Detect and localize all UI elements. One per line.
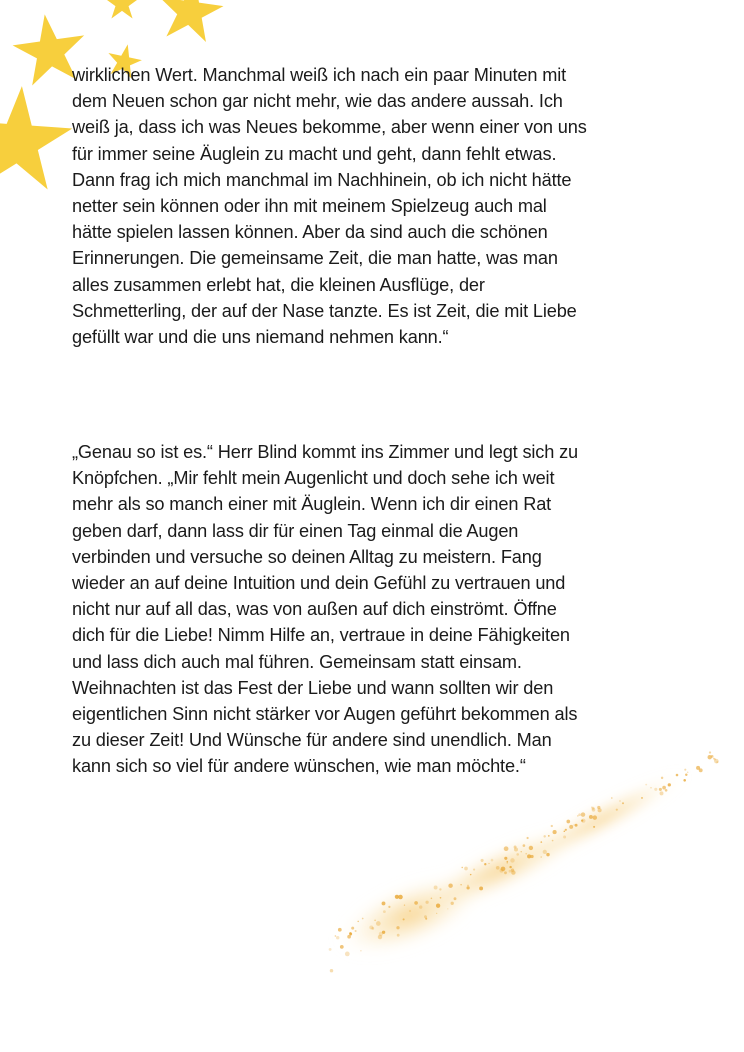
sparkle-dot — [414, 901, 418, 905]
paragraph-1-text — [72, 62, 672, 350]
sparkle-dot — [340, 945, 344, 949]
sparkle-dot — [619, 800, 620, 801]
sparkle-dot — [349, 932, 351, 934]
sparkle-dot — [540, 856, 542, 858]
star-left-icon — [0, 82, 75, 190]
sparkle-dot — [563, 836, 566, 839]
sparkle-dot — [591, 806, 592, 807]
sparkle-dot — [665, 789, 668, 792]
sparkle-dot — [507, 861, 508, 862]
sparkle-dot — [436, 904, 440, 908]
sparkle-dot — [521, 851, 522, 852]
sparkle-dot — [683, 779, 686, 782]
sparkle-dot — [345, 952, 350, 957]
sparkle-dot — [464, 867, 468, 871]
sparkle-dot — [467, 885, 469, 887]
sparkle-dot — [481, 859, 484, 862]
sparkle-dot — [355, 930, 357, 932]
sparkle-dot — [382, 901, 386, 905]
sparkle-dot — [466, 886, 469, 889]
sparkle-dot — [388, 906, 390, 908]
sparkle-dot — [424, 915, 427, 918]
sparkle-dot — [440, 897, 442, 899]
sparkle-dot — [369, 925, 373, 929]
sparkle-dot — [439, 888, 441, 890]
sparkle-dot — [491, 859, 494, 862]
text-line: „Genau so ist es.“ Herr Blind kommt ins Zimmer und legt sich zu — [72, 442, 579, 462]
sparkle-dot — [451, 902, 454, 905]
sparkle-dot — [708, 755, 712, 759]
text-line: verbinden und versuche so deinen Alltag zu meistern. Fang — [72, 546, 542, 567]
sparkle-dot — [425, 918, 427, 920]
sparkle-dot — [362, 918, 364, 920]
sparkle-dot — [436, 913, 437, 914]
sparkle-dot — [566, 820, 570, 824]
sparkle-dot — [374, 920, 376, 922]
sparkle-dot — [523, 844, 526, 847]
sparkle-dot — [622, 802, 624, 804]
sparkle-dot — [684, 769, 686, 771]
sparkle-dot — [581, 812, 585, 816]
sparkle-dot — [525, 853, 527, 855]
sparkle-dot — [500, 869, 504, 873]
sparkle-dot — [461, 867, 462, 868]
sparkle-dot — [548, 835, 550, 837]
sparkle-dot — [347, 935, 351, 939]
text-line: wieder an auf deine Intuition und dein Gefühl zu vertrauen und — [72, 573, 566, 594]
paragraph-1 — [72, 62, 672, 350]
sparkle-dot — [504, 871, 507, 874]
sparkle-dot — [687, 772, 689, 774]
sparkle-dot — [530, 855, 533, 858]
sparkle-dot — [659, 788, 662, 791]
text-line: mehr als so manch einer mit Äuglein. Wenn ich dir einen Rat — [72, 494, 552, 515]
sparkle-dot — [696, 766, 700, 770]
text-line: weiß ja, dass ich was Neues bekomme, aber wenn einer von uns — [72, 117, 587, 138]
sparkle-dot — [575, 824, 578, 827]
sparkle-dot — [473, 869, 475, 871]
sparkle-dot — [592, 808, 596, 812]
sparkle-dot — [357, 921, 359, 923]
paragraph-2-text — [72, 439, 672, 780]
sparkle-dot — [516, 853, 519, 856]
star-right-icon — [154, 0, 227, 44]
sparkle-dot — [551, 825, 553, 827]
sparkle-dot — [514, 847, 518, 851]
sparkle-dot — [447, 908, 448, 909]
text-line: eigentlichen Sinn nicht stärker vor Augen geführt bekommen als — [72, 704, 578, 725]
text-line: alles zusammen erlebt hat, die kleinen Ausflüge, der — [72, 274, 485, 295]
sparkle-dot — [351, 927, 354, 930]
sparkle-dot — [431, 898, 433, 900]
star-small-icon — [105, 0, 139, 19]
sparkle-dot — [654, 788, 657, 791]
sparkle-dot — [496, 866, 500, 870]
text-line: zu dieser Zeit! Und Wünsche für andere sind unendlich. Man — [72, 730, 552, 751]
sparkle-dot — [578, 813, 581, 816]
sparkle-dot — [425, 901, 428, 904]
sparkle-dot — [509, 866, 511, 868]
text-line: gefüllt war und die uns niemand nehmen kann.“ — [72, 327, 449, 348]
sparkle-dot — [376, 921, 381, 926]
sparkle-dot — [504, 857, 507, 860]
sparkle-dot — [404, 904, 405, 905]
sparkle-dot — [589, 815, 593, 819]
sparkle-dot — [336, 936, 339, 939]
sparkle-dot — [360, 950, 362, 952]
sparkle-dot — [330, 969, 333, 972]
sparkle-dot — [676, 774, 679, 777]
text-line: Schmetterling, der auf der Nase tanzte. Es ist Zeit, die mit Liebe — [72, 300, 577, 321]
sparkle-dot — [396, 926, 399, 929]
sparkle-dot — [662, 786, 666, 790]
sparkle-dot — [564, 831, 566, 833]
sparkle-dot — [581, 819, 585, 823]
sparkle-dot — [509, 870, 512, 873]
sparkle-dot — [460, 884, 461, 885]
sparkle-dot — [593, 826, 595, 828]
sparkle-dot — [552, 840, 554, 842]
sparkle-dot — [543, 835, 545, 837]
sparkle-dot — [527, 837, 529, 839]
sparkle-dot — [598, 808, 602, 812]
sparkle-dot — [569, 825, 573, 829]
sparkle-dot — [540, 841, 542, 843]
text-line: für immer seine Äuglein zu macht und geht, dann fehlt etwas. — [72, 143, 557, 164]
sparkle-dot — [403, 918, 405, 920]
sparkle-dot — [419, 905, 422, 908]
sparkle-dot — [409, 910, 411, 912]
sparkle-dot — [529, 846, 533, 850]
sparkle-dot — [668, 783, 671, 786]
sparkle-dot — [382, 931, 385, 934]
sparkle-dot — [448, 883, 452, 887]
sparkle-dot — [611, 797, 613, 799]
sparkle-dot — [397, 934, 400, 937]
sparkle-dot — [709, 751, 711, 753]
sparkle-dot — [645, 784, 647, 786]
sparkle-dot — [479, 886, 483, 890]
sparkle-dot — [338, 928, 342, 932]
sparkle-dot — [543, 850, 547, 854]
text-line: Weihnachten ist das Fest der Liebe und wann sollten wir den — [72, 677, 554, 698]
sparkle-dot — [577, 815, 579, 817]
sparkle-dot — [573, 824, 575, 826]
sparkle-dot — [507, 862, 508, 863]
sparkle-dot — [510, 858, 514, 862]
text-line: kann sich so viel für andere wünschen, wie man möchte.“ — [72, 756, 526, 777]
sparkle-dot — [488, 863, 489, 864]
text-line: dich für die Liebe! Nimm Hilfe an, vertraue in deine Fähigkeiten — [72, 625, 570, 646]
sparkle-dot — [335, 935, 337, 937]
sparkle-dot — [593, 815, 597, 819]
sparkle-dot — [641, 797, 643, 799]
text-line: Dann frag ich mich manchmal im Nachhinein, ob ich nicht hätte — [72, 169, 572, 190]
text-line: und lass dich auch mal führen. Gemeinsam statt einsam. — [72, 651, 522, 672]
text-line: dem Neuen schon gar nicht mehr, wie das andere aussah. Ich — [72, 91, 563, 112]
sparkle-dot — [716, 761, 718, 763]
sparkle-dot — [395, 895, 399, 899]
sparkle-dot — [650, 787, 652, 789]
sparkle-dot — [329, 948, 332, 951]
text-line: hätte spielen lassen können. Aber da sind auch die schönen — [72, 222, 548, 243]
paragraph-2 — [72, 439, 672, 780]
sparkle-dot — [546, 853, 549, 856]
sparkle-dot — [553, 830, 557, 834]
sparkle-dot — [470, 874, 471, 875]
text-line: Erinnerungen. Die gemeinsame Zeit, die man hatte, was man — [72, 248, 558, 269]
sparkle-dot — [484, 863, 486, 865]
sparkle-dot — [685, 774, 687, 776]
text-line: nicht nur auf all das, was von außen auf dich einströmt. Öffne — [72, 599, 557, 620]
sparkle-dot — [454, 897, 457, 900]
sparkle-dot — [660, 791, 664, 795]
text-line: wirklichen Wert. Manchmal weiß ich nach ein paar Minuten mit — [72, 65, 567, 85]
sparkle-dot — [511, 870, 515, 874]
sparkle-dot — [504, 846, 509, 851]
text-line: geben darf, dann lass dir für einen Tag einmal die Augen — [72, 520, 519, 541]
sparkle-dot — [616, 809, 618, 811]
text-line: Knöpfchen. „Mir fehlt mein Augenlicht und doch sehe ich weit — [72, 468, 555, 489]
sparkle-dot — [434, 886, 438, 890]
text-line: netter sein können oder ihn mit meinem Spielzeug auch mal — [72, 196, 547, 217]
sparkle-dot — [383, 910, 386, 913]
sparkle-dot — [565, 829, 567, 831]
